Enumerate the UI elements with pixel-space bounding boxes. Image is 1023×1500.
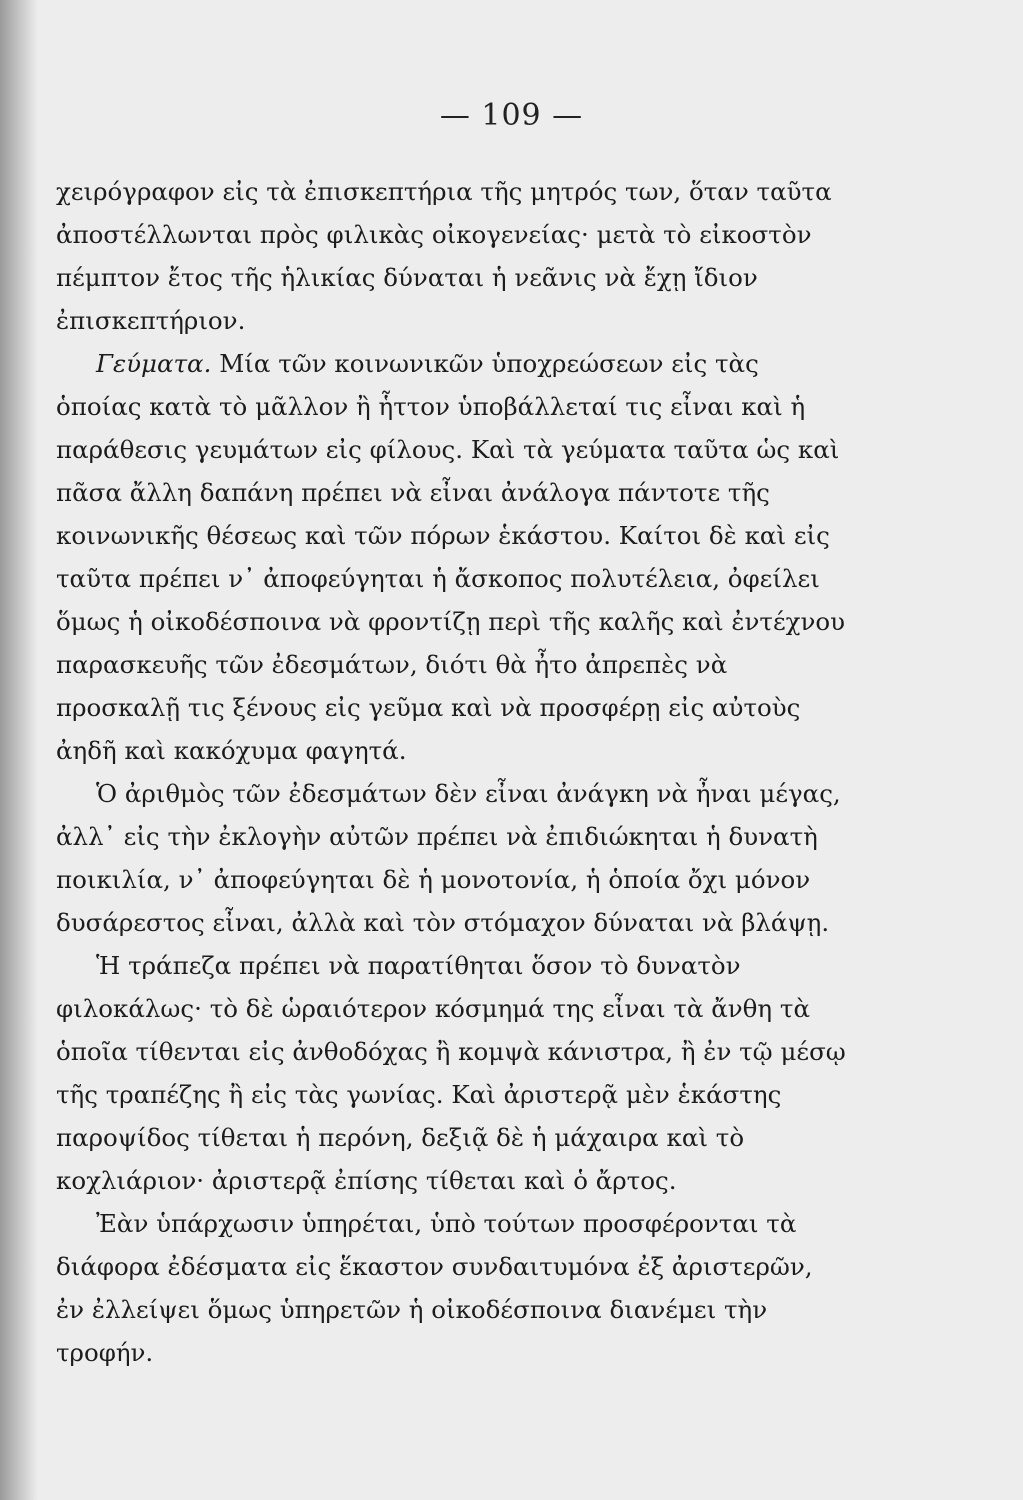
- paragraph-4: [56, 944, 846, 1202]
- paragraph-3: [56, 772, 846, 944]
- body-text: [56, 170, 846, 1374]
- paragraph-2: [56, 342, 846, 772]
- page-number: — 109 —: [439, 98, 584, 133]
- paragraph-5-text: Ἐὰν ὑπάρχωσιν ὑπηρέται, ὑπὸ τούτων προσφέρονται τὰ διάφορα ἐδέσματα εἰς ἕκαστον συνδαιτυμόνα ἐξ ἀριστερῶν, ἐν ἐλλείψει ὅμως ὑπηρετῶν ἡ οἰκοδέσποινα διανέμει τὴν τροφήν.: [56, 1209, 813, 1367]
- paragraph-5: [56, 1202, 846, 1374]
- section-heading: Γεύματα.: [96, 349, 212, 378]
- paragraph-1-text: χειρόγραφον εἰς τὰ ἐπισκεπτήρια τῆς μητρός των, ὅταν ταῦτα ἀποστέλλωνται πρὸς φιλικὰς οἰκογενείας· μετὰ τὸ εἰκοστὸν πέμπτον ἔτος τῆς ἡλικίας δύναται ἡ νεᾶνις νὰ ἔχῃ ἴδιον ἐπισκεπτήριον.: [56, 177, 832, 335]
- paragraph-1: [56, 170, 846, 342]
- paragraph-3-text: Ὁ ἀριθμὸς τῶν ἐδεσμάτων δὲν εἶναι ἀνάγκη νὰ ἦναι μέγας, ἀλλ᾿ εἰς τὴν ἐκλογὴν αὐτῶν πρέπει νὰ ἐπιδιώκηται ἡ δυνατὴ ποικιλία, ν᾿ ἀποφεύγηται δὲ ἡ μονοτονία, ἡ ὁποία ὄχι μόνον δυσάρεστος εἶναι, ἀλλὰ καὶ τὸν στόμαχον δύναται νὰ βλάψῃ.: [56, 779, 841, 937]
- paragraph-2-text: Μία τῶν κοινωνικῶν ὑποχρεώσεων εἰς τὰς ὁποίας κατὰ τὸ μᾶλλον ἢ ἧττον ὑποβάλλεταί τις εἶναι καὶ ἡ παράθεσις γευμάτων εἰς φίλους. Καὶ τὰ γεύματα ταῦτα ὡς καὶ πᾶσα ἄλλη δαπάνη πρέπει νὰ εἶναι ἀνάλογα πάντοτε τῆς κοινωνικῆς θέσεως καὶ τῶν πόρων ἑκάστου. Καίτοι δὲ καὶ εἰς ταῦτα πρέπει ν᾿ ἀποφεύγηται ἡ ἄσκοπος πολυτέλεια, ὀφείλει ὅμως ἡ οἰκοδέσποινα νὰ φροντίζῃ περὶ τῆς καλῆς καὶ ἐντέχνου παρασκευῆς τῶν ἐδεσμάτων, διότι θὰ ἦτο ἀπρεπὲς νὰ προσκαλῇ τις ξένους εἰς γεῦμα καὶ νὰ προσφέρῃ εἰς αὐτοὺς ἀηδῆ καὶ κακόχυμα φαγητά.: [56, 349, 846, 765]
- binding-shadow: [0, 0, 38, 1500]
- paragraph-4-text: Ἡ τράπεζα πρέπει νὰ παρατίθηται ὅσον τὸ δυνατὸν φιλοκάλως· τὸ δὲ ὡραιότερον κόσμημά της εἶναι τὰ ἄνθη τὰ ὁποῖα τίθενται εἰς ἀνθοδόχας ἢ κομψὰ κάνιστρα, ἢ ἐν τῷ μέσῳ τῆς τραπέζης ἢ εἰς τὰς γωνίας. Καὶ ἀριστερᾷ μὲν ἑκάστης παροψίδος τίθεται ἡ περόνη, δεξιᾷ δὲ ἡ μάχαιρα καὶ τὸ κοχλιάριον· ἀριστερᾷ ἐπίσης τίθεται καὶ ὁ ἄρτος.: [56, 951, 846, 1195]
